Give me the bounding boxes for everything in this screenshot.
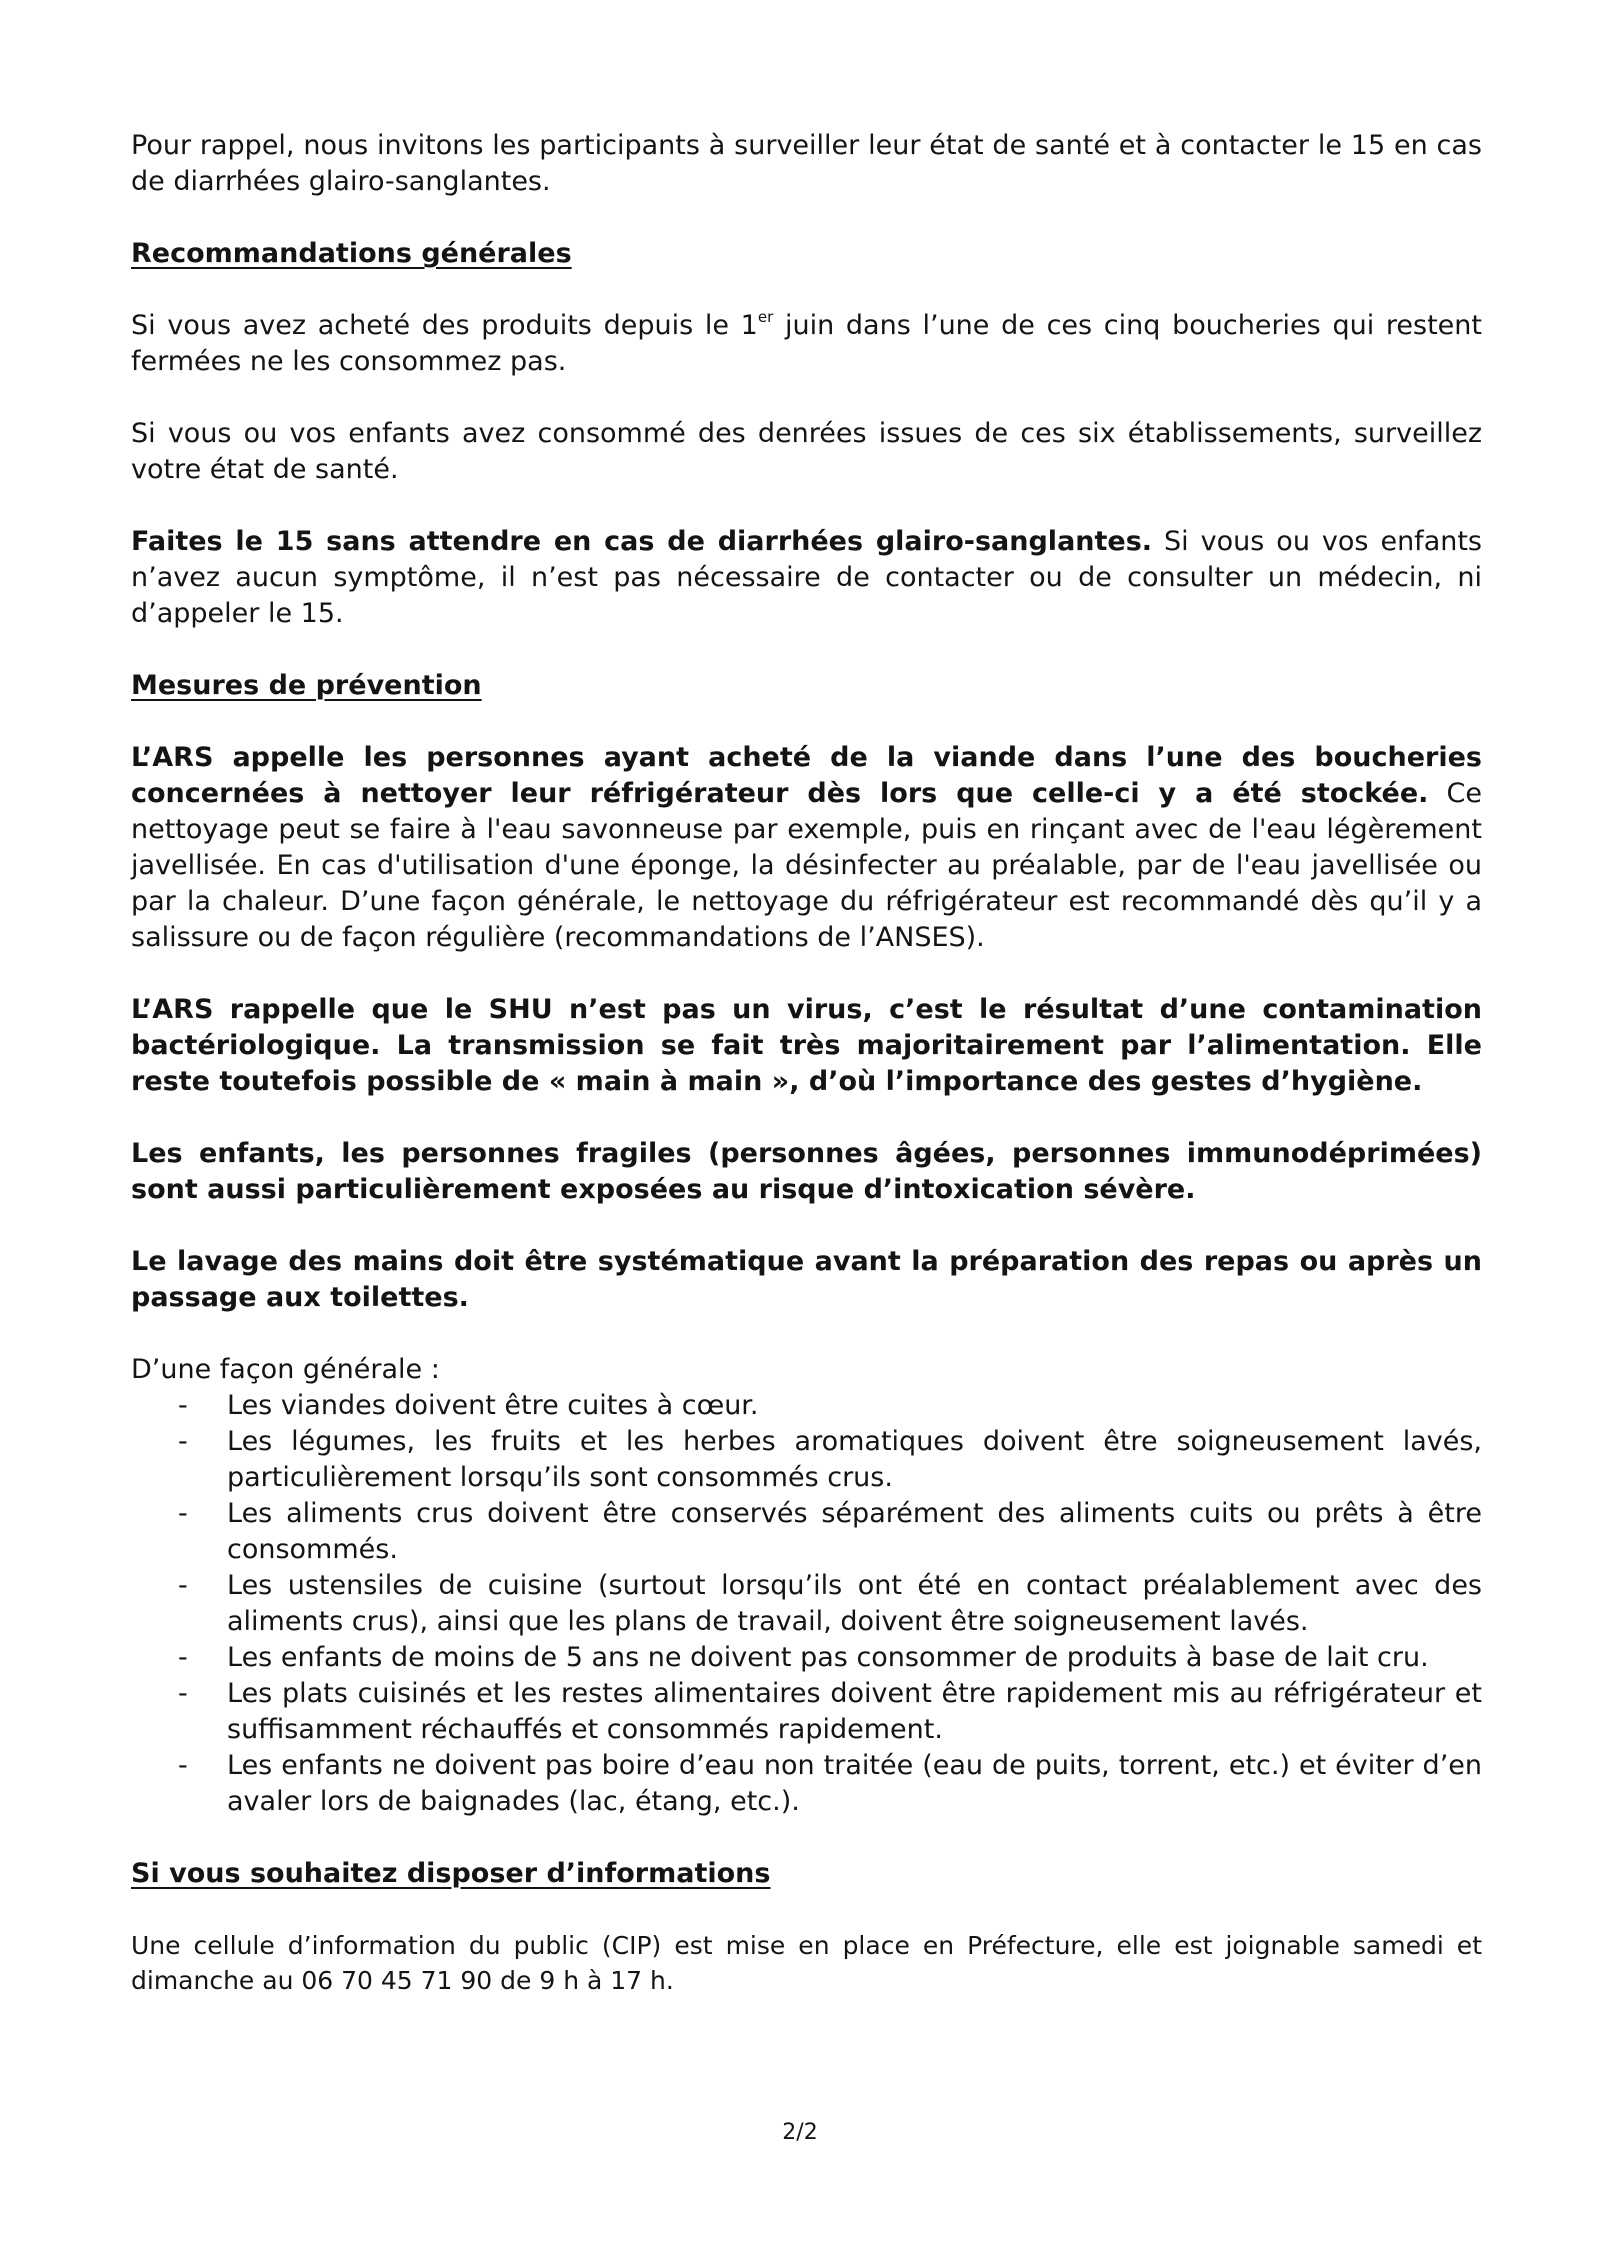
- list-bullet: -: [178, 1678, 188, 1709]
- intro-paragraph: Pour rappel, nous invitons les participants à surveiller leur état de santé et à contacter le 15 en cas de diarrhées glairo-sanglantes.: [131, 130, 1482, 197]
- list-intro: D’une façon générale :: [131, 1354, 440, 1385]
- heading-prevention: Mesures de prévention: [131, 670, 482, 701]
- list-item: [131, 1496, 1482, 1568]
- list-item: [131, 1640, 1482, 1676]
- reco1-text-b: juin dans l’une de ces cinq boucheries qui restent fermées ne les consommez pas.: [131, 310, 1482, 377]
- list-bullet: -: [178, 1390, 188, 1421]
- prevention-paragraph-3: [131, 1136, 1482, 1208]
- list-item: [131, 1388, 1482, 1424]
- list-item: [131, 1748, 1482, 1820]
- prev2-bold: L’ARS rappelle que le SHU n’est pas un virus, c’est le résultat d’une contamination bactériologique. La transmission se fait très majoritairement par l’alimentation. Elle reste toutefois possible de « main à main », d’où l’importance des gestes d’hygiène.: [131, 994, 1482, 1097]
- list-item-text: Les légumes, les fruits et les herbes aromatiques doivent être soigneusement lavés, particulièrement lorsqu’ils sont consommés crus.: [227, 1426, 1482, 1493]
- page-number: 2/2: [782, 2120, 818, 2145]
- heading-general-recommendations: Recommandations générales: [131, 238, 572, 269]
- list-bullet: -: [178, 1750, 188, 1781]
- recommendation-paragraph-2: Si vous ou vos enfants avez consommé des denrées issues de ces six établissements, surveillez votre état de santé.: [131, 418, 1482, 485]
- reco1-superscript: er: [757, 308, 774, 326]
- heading-information: Si vous souhaitez disposer d’informations: [131, 1858, 771, 1889]
- list-item: [131, 1424, 1482, 1496]
- list-item-text: Les enfants ne doivent pas boire d’eau non traitée (eau de puits, torrent, etc.) et éviter d’en avaler lors de baignades (lac, étang, etc.).: [227, 1750, 1482, 1817]
- list-item: [131, 1676, 1482, 1748]
- prev4-bold: Le lavage des mains doit être systématique avant la préparation des repas ou après un passage aux toilettes.: [131, 1246, 1482, 1313]
- list-item: [131, 1568, 1482, 1640]
- prev3-bold: Les enfants, les personnes fragiles (personnes âgées, personnes immunodéprimées) sont aussi particulièrement exposées au risque d’intoxication sévère.: [131, 1138, 1482, 1205]
- hygiene-list: [131, 1388, 1482, 1820]
- list-item-text: Les enfants de moins de 5 ans ne doivent pas consommer de produits à base de lait cru.: [227, 1642, 1429, 1673]
- recommendation-paragraph-1: [131, 308, 1482, 380]
- recommendation-paragraph-3: [131, 524, 1482, 632]
- list-bullet: -: [178, 1426, 188, 1457]
- prevention-paragraph-2: [131, 992, 1482, 1100]
- list-item-text: Les aliments crus doivent être conservés séparément des aliments cuits ou prêts à être consommés.: [227, 1498, 1482, 1565]
- list-item-text: Les plats cuisinés et les restes alimentaires doivent être rapidement mis au réfrigérateur et suffisamment réchauffés et consommés rapidement.: [227, 1678, 1482, 1745]
- list-item-text: Les viandes doivent être cuites à cœur.: [227, 1390, 759, 1421]
- prev1-rest: Ce nettoyage peut se faire à l'eau savonneuse par exemple, puis en rinçant avec de l'eau légèrement javellisée. En cas d'utilisation d'une éponge, la désinfecter au préalable, par de l'eau javellisée ou par la chaleur. D’une façon générale, le nettoyage du réfrigérateur est recommandé dès qu’il y a salissure ou de façon régulière (recommandations de l’ANSES).: [131, 778, 1483, 953]
- information-paragraph: Une cellule d’information du public (CIP) est mise en place en Préfecture, elle est joignable samedi et dimanche au 06 70 45 71 90 de 9 h à 17 h.: [131, 1931, 1482, 1995]
- reco3-bold: Faites le 15 sans attendre en cas de diarrhées glairo-sanglantes.: [131, 526, 1153, 557]
- prev1-bold: L’ARS appelle les personnes ayant acheté de la viande dans l’une des boucheries concernées à nettoyer leur réfrigérateur dès lors que celle-ci y a été stockée.: [131, 742, 1482, 809]
- list-item-text: Les ustensiles de cuisine (surtout lorsqu’ils ont été en contact préalablement avec des aliments crus), ainsi que les plans de travail, doivent être soigneusement lavés.: [227, 1570, 1482, 1637]
- reco1-text-a: Si vous avez acheté des produits depuis le 1: [131, 310, 758, 341]
- list-bullet: -: [178, 1498, 188, 1529]
- prevention-paragraph-1: [131, 740, 1482, 956]
- reco3-rest: Si vous ou vos enfants n’avez aucun symptôme, il n’est pas nécessaire de contacter ou de consulter un médecin, ni d’appeler le 15.: [131, 526, 1483, 629]
- list-bullet: -: [178, 1570, 188, 1601]
- list-bullet: -: [178, 1642, 188, 1673]
- prevention-paragraph-4: [131, 1244, 1482, 1316]
